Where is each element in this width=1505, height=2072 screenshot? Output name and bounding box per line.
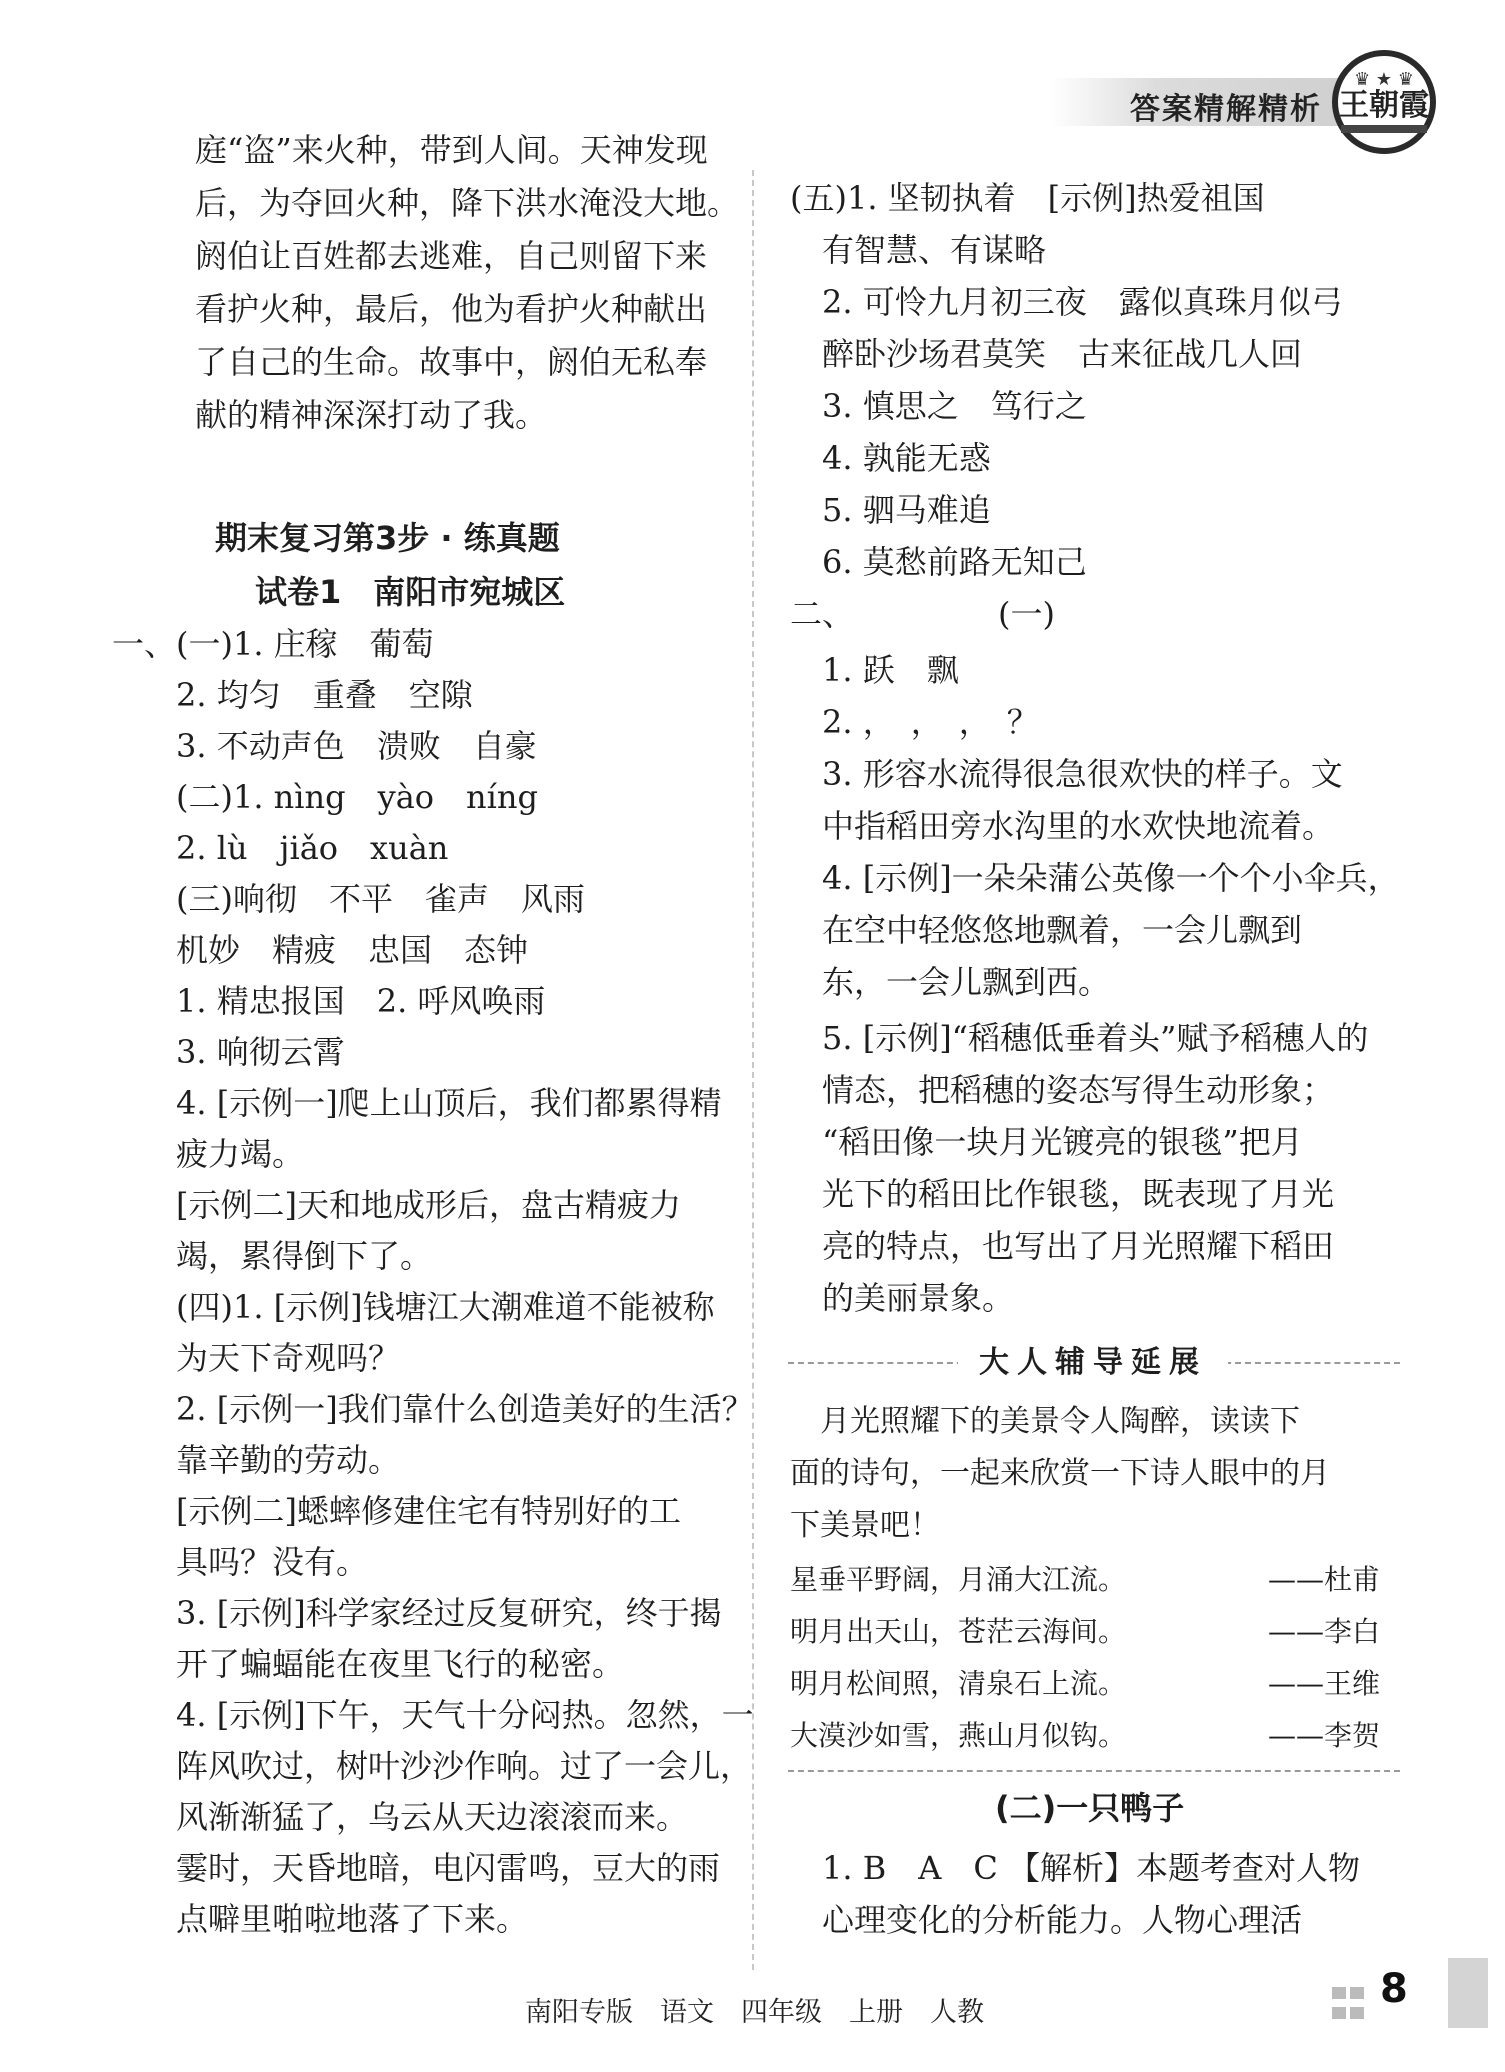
essay-line: 献的精神深深打动了我。 (195, 396, 548, 434)
answer-line: 霎时，天昏地暗，电闪雷鸣，豆大的雨 (112, 1849, 721, 1887)
answer-line: 点噼里啪啦地落了下来。 (112, 1900, 529, 1938)
poem-author: ——李白 (1268, 1615, 1381, 1648)
answer-line: 竭，累得倒下了。 (112, 1237, 433, 1275)
answer-line: 风渐渐猛了，乌云从天边滚滚而来。 (112, 1798, 689, 1836)
crown-icon: ♛ ★ ♛ (1354, 69, 1414, 90)
answer-line: 为天下奇观吗？ (112, 1339, 401, 1377)
essay-line: 了自己的生命。故事中，阏伯无私奉 (195, 343, 708, 381)
answer-line: (五)1. 坚韧执着 [示例]热爱祖国 (790, 179, 1265, 217)
extension-title: 大人辅导延展 (958, 1340, 1228, 1386)
poem-line: 明月出天山，苍茫云海间。 (790, 1615, 1127, 1648)
answer-line: 有智慧、有谋略 (790, 231, 1047, 269)
answer-line: 中指稻田旁水沟里的水欢快地流着。 (790, 807, 1335, 845)
poem-line: 明月松间照，清泉石上流。 (790, 1667, 1127, 1700)
poem-author: ——李贺 (1268, 1719, 1381, 1752)
page-number: 8 (1380, 1966, 1408, 2012)
answer-line: 3. 响彻云霄 (112, 1033, 345, 1071)
answer-line: 5. [示例]“稻穗低垂着头”赋予稻穗人的 (790, 1019, 1369, 1057)
answer-line: 3. 形容水流得很急很欢快的样子。文 (790, 755, 1343, 793)
brand-logo (1332, 50, 1436, 154)
answer-line: 阵风吹过，树叶沙沙作响。过了一会儿， (112, 1747, 753, 1785)
section-title: 期末复习第3步 · 练真题 (215, 519, 560, 557)
extension-end-rule (788, 1770, 1400, 1772)
answer-line: 东，一会儿飘到西。 (790, 963, 1111, 1001)
reading-title: (二)一只鸭子 (995, 1789, 1185, 1827)
page-tab (1448, 1958, 1488, 2028)
answer-line: 具吗？没有。 (112, 1543, 369, 1581)
answer-line: [示例二]天和地成形后，盘古精疲力 (112, 1186, 681, 1224)
answer-line: 二、 (一) (790, 595, 1055, 633)
poem-author: ——杜甫 (1268, 1563, 1381, 1596)
answer-line: 6. 莫愁前路无知己 (790, 543, 1087, 581)
answer-line: (二)1. nìng yào níng (112, 778, 538, 816)
answer-line: 2. lù jiǎo xuàn (112, 829, 449, 867)
answer-line: (三)响彻 不平 雀声 风雨 (112, 880, 585, 918)
poem-author: ——王维 (1268, 1667, 1381, 1700)
answer-line: 1. 跃 飘 (790, 651, 959, 689)
answer-line: 2. [示例一]我们靠什么创造美好的生活？ (112, 1390, 754, 1428)
answer-line: 醉卧沙场君莫笑 古来征战几人回 (790, 335, 1303, 373)
answer-line: 3. 不动声色 溃败 自豪 (112, 727, 537, 765)
footer-edition: 南阳专版 语文 四年级 上册 人教 (525, 1997, 984, 2028)
answer-line: 4. 孰能无惑 (790, 439, 991, 477)
answer-line: 5. 驷马难追 (790, 491, 991, 529)
answer-line: 情态，把稻穗的姿态写得生动形象； (790, 1071, 1335, 1109)
answer-line: 开了蝙蝠能在夜里飞行的秘密。 (112, 1645, 625, 1683)
logo-strip (1341, 125, 1427, 133)
answer-line: 心理变化的分析能力。人物心理活 (790, 1901, 1303, 1939)
essay-line: 阏伯让百姓都去逃难，自己则留下来 (195, 237, 708, 275)
answer-line: “稻田像一块月光镀亮的银毯”把月 (790, 1123, 1303, 1161)
answer-line: 亮的特点，也写出了月光照耀下稻田 (790, 1227, 1335, 1265)
extension-intro: 下美景吧！ (790, 1508, 940, 1543)
extension-banner (788, 1340, 1400, 1386)
essay-line: 看护火种，最后，他为看护火种献出 (195, 290, 708, 328)
answer-line: (四)1. [示例]钱塘江大潮难道不能被称 (112, 1288, 715, 1326)
footer-decoration (1330, 1985, 1368, 2019)
answer-line: 在空中轻悠悠地飘着，一会儿飘到 (790, 911, 1303, 949)
answer-line: 靠辛勤的劳动。 (112, 1441, 401, 1479)
answer-line: 2. 可怜九月初三夜 露似真珠月似弓 (790, 283, 1343, 321)
answer-line: 1. 精忠报国 2. 呼风唤雨 (112, 982, 546, 1020)
answer-line: 2. ， ， ， ？ (790, 703, 1039, 741)
answer-line: 2. 均匀 重叠 空隙 (112, 676, 473, 714)
answer-line: 机妙 精疲 忠国 态钟 (112, 931, 529, 969)
essay-line: 庭“盗”来火种，带到人间。天神发现 (195, 131, 708, 169)
answer-line: 疲力竭。 (112, 1135, 305, 1173)
answer-line: 3. [示例]科学家经过反复研究，终于揭 (112, 1594, 722, 1632)
header-title: 答案精解精析 (1130, 92, 1322, 127)
answer-line: 4. [示例]一朵朵蒲公英像一个个小伞兵， (790, 859, 1400, 897)
extension-intro: 面的诗句，一起来欣赏一下诗人眼中的月 (790, 1456, 1330, 1491)
answer-line: [示例二]蟋蟀修建住宅有特别好的工 (112, 1492, 681, 1530)
answer-line: 4. [示例]下午，天气十分闷热。忽然，一 (112, 1696, 754, 1734)
logo-text: 王朝霞 (1339, 88, 1429, 123)
answer-line: 1. B A C 【解析】本题考查对人物 (790, 1849, 1360, 1887)
answer-line: 的美丽景象。 (790, 1279, 1015, 1317)
answer-line: 3. 慎思之 笃行之 (790, 387, 1087, 425)
poem-line: 星垂平野阔，月涌大江流。 (790, 1563, 1127, 1596)
answer-line: 一、(一)1. 庄稼 葡萄 (112, 625, 434, 663)
answer-line: 4. [示例一]爬上山顶后，我们都累得精 (112, 1084, 722, 1122)
poem-line: 大漠沙如雪，燕山月似钩。 (790, 1719, 1127, 1752)
essay-line: 后，为夺回火种，降下洪水淹没大地。 (195, 184, 740, 222)
extension-intro: 月光照耀下的美景令人陶醉，读读下 (790, 1404, 1300, 1439)
answer-line: 光下的稻田比作银毯，既表现了月光 (790, 1175, 1335, 1213)
paper-title: 试卷1 南阳市宛城区 (255, 573, 566, 611)
